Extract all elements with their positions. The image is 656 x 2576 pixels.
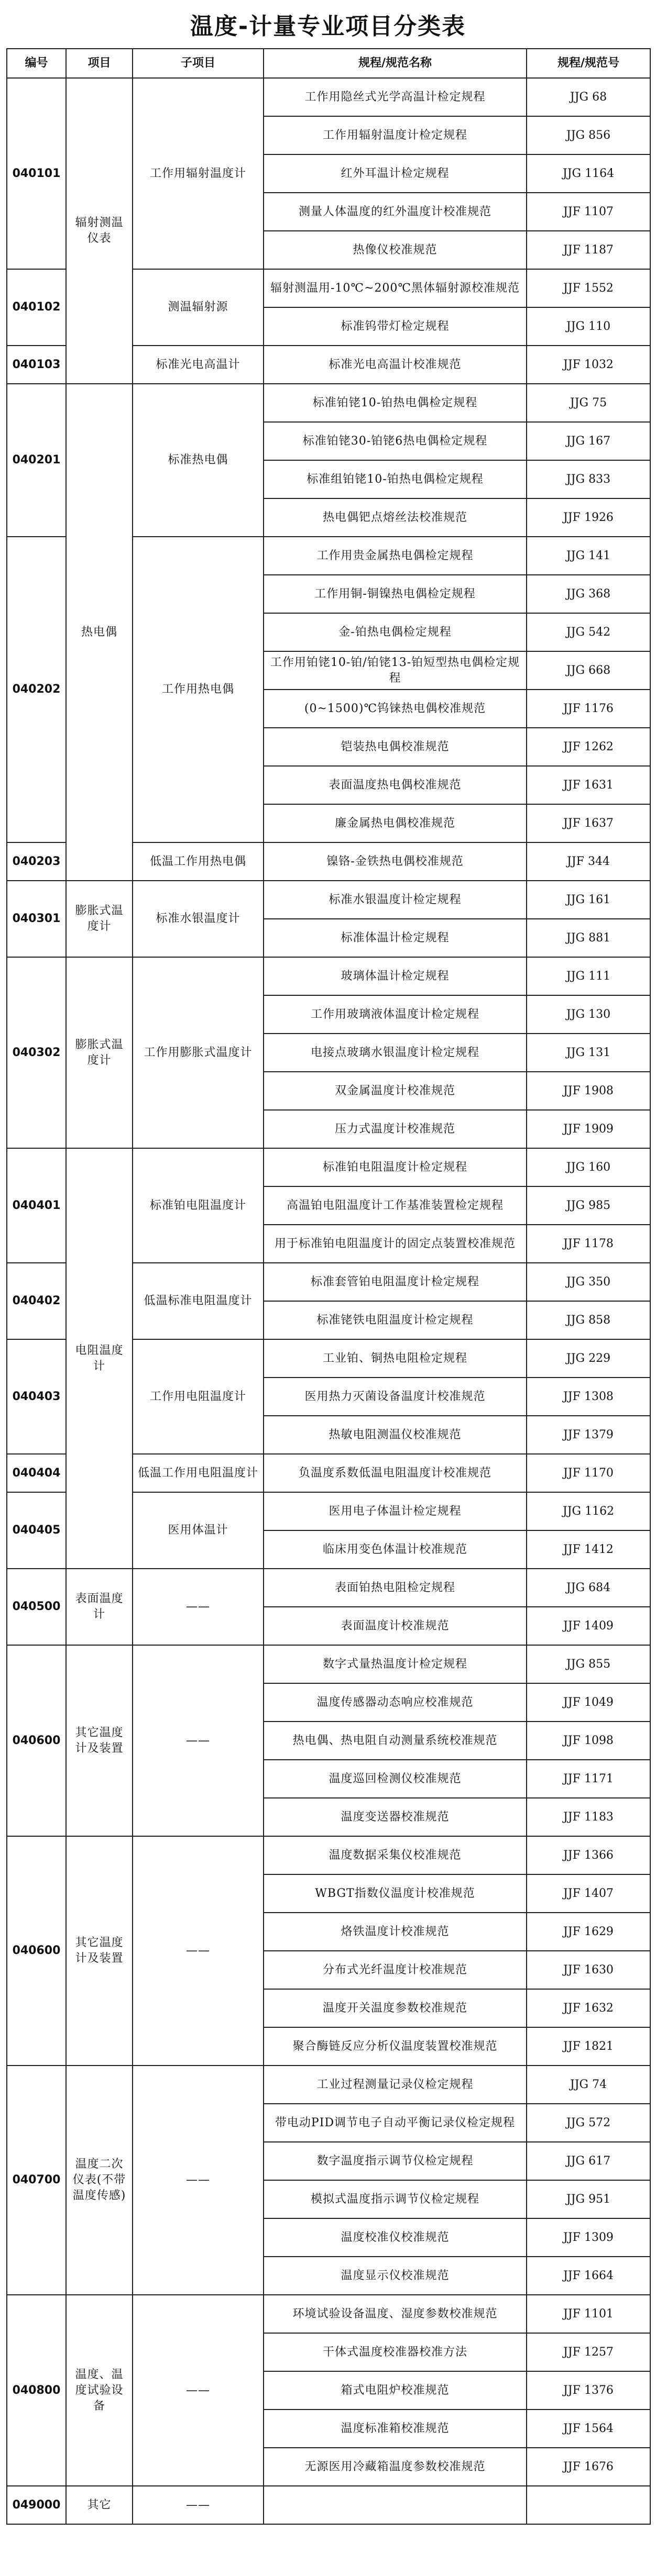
subitem-cell: 工作用辐射温度计	[133, 78, 264, 269]
name-cell: 温度显示仪校准规范	[264, 2257, 527, 2295]
subitem-cell: 低温工作用热电偶	[133, 842, 264, 881]
spec-cell: JJF 1379	[527, 1416, 650, 1454]
code-cell: 040401	[7, 1148, 66, 1263]
subitem-cell: 低温工作用电阻温度计	[133, 1454, 264, 1492]
name-cell: 工业铂、铜热电阻检定规程	[264, 1339, 527, 1378]
spec-cell: JJF 1552	[527, 269, 650, 307]
subitem-cell: ——	[133, 2295, 264, 2486]
spec-cell: JJF 1821	[527, 2027, 650, 2066]
spec-cell: JJG 160	[527, 1148, 650, 1186]
spec-cell: JJF 1564	[527, 2410, 650, 2448]
page-title: 温度-计量专业项目分类表	[190, 13, 466, 40]
spec-cell: JJG 68	[527, 78, 650, 116]
item-cell: 其它温度计及装置	[66, 1836, 133, 2066]
code-cell: 049000	[7, 2486, 66, 2524]
spec-cell: JJF 344	[527, 842, 650, 881]
spec-cell: JJG 881	[527, 919, 650, 957]
subitem-cell: 工作用电阻温度计	[133, 1339, 264, 1454]
name-cell: 廉金属热电偶校准规范	[264, 804, 527, 842]
spec-cell: JJF 1178	[527, 1225, 650, 1263]
name-cell: 表面铂热电阻检定规程	[264, 1569, 527, 1607]
name-cell: 热像仪校准规范	[264, 231, 527, 269]
name-cell: 工作用铜-铜镍热电偶检定规程	[264, 575, 527, 613]
spec-cell: JJF 1183	[527, 1798, 650, 1836]
subitem-cell: 低温标准电阻温度计	[133, 1263, 264, 1339]
table-row	[7, 1148, 650, 1186]
spec-cell: JJG 74	[527, 2066, 650, 2104]
name-cell: 环境试验设备温度、湿度参数校准规范	[264, 2295, 527, 2333]
spec-cell: JJF 1926	[527, 498, 650, 537]
name-cell: 玻璃体温计检定规程	[264, 957, 527, 995]
spec-cell: JJF 1262	[527, 728, 650, 766]
spec-cell: JJF 1098	[527, 1722, 650, 1760]
name-cell: 标准钨带灯检定规程	[264, 307, 527, 346]
name-cell: 医用电子体温计检定规程	[264, 1492, 527, 1530]
spec-cell: JJG 1164	[527, 154, 650, 193]
spec-cell: JJG 1162	[527, 1492, 650, 1530]
code-cell: 040404	[7, 1454, 66, 1492]
name-cell: 测量人体温度的红外温度计校准规范	[264, 193, 527, 231]
table-row	[7, 384, 650, 422]
item-cell: 其它温度计及装置	[66, 1645, 133, 1836]
name-cell: 表面温度计校准规范	[264, 1607, 527, 1645]
name-cell: 工作用隐丝式光学高温计检定规程	[264, 78, 527, 116]
spec-cell: JJG 368	[527, 575, 650, 613]
item-cell: 辐射测温仪表	[66, 78, 133, 384]
name-cell: 干体式温度校准器校准方法	[264, 2333, 527, 2371]
table-row	[7, 1836, 650, 1874]
item-cell: 其它	[66, 2486, 133, 2524]
table-row	[7, 78, 650, 116]
subitem-cell: 标准热电偶	[133, 384, 264, 537]
spec-cell: JJG 542	[527, 613, 650, 651]
subitem-cell: ——	[133, 1836, 264, 2066]
spec-cell: JJF 1909	[527, 1110, 650, 1148]
spec-cell: JJF 1407	[527, 1874, 650, 1913]
spec-cell: JJG 668	[527, 651, 650, 690]
subitem-cell: 医用体温计	[133, 1492, 264, 1569]
name-cell: 标准铂铑10-铂热电偶检定规程	[264, 384, 527, 422]
header-item: 项目	[66, 49, 133, 78]
name-cell: 标准体温计检定规程	[264, 919, 527, 957]
name-cell: 镍铬-金铁热电偶校准规范	[264, 842, 527, 881]
name-cell: 温度数据采集仪校准规范	[264, 1836, 527, 1874]
name-cell: 双金属温度计校准规范	[264, 1072, 527, 1110]
item-cell: 温度、温度试验设备	[66, 2295, 133, 2486]
item-cell: 电阻温度计	[66, 1148, 133, 1569]
spec-cell: JJF 1032	[527, 346, 650, 384]
name-cell: 烙铁温度计校准规范	[264, 1913, 527, 1951]
header-code: 编号	[7, 49, 66, 78]
name-cell: 温度传感器动态响应校准规范	[264, 1683, 527, 1722]
spec-cell: JJG 75	[527, 384, 650, 422]
subitem-cell: ——	[133, 2066, 264, 2295]
code-cell: 040201	[7, 384, 66, 537]
code-cell: 040402	[7, 1263, 66, 1339]
spec-cell: JJF 1676	[527, 2448, 650, 2486]
spec-cell: JJF 1376	[527, 2371, 650, 2410]
spec-cell: JJG 350	[527, 1263, 650, 1301]
name-cell: 分布式光纤温度计校准规范	[264, 1951, 527, 1989]
table-row	[7, 1645, 650, 1683]
spec-cell: JJG 130	[527, 995, 650, 1034]
name-cell: 标准铑铁电阻温度计检定规程	[264, 1301, 527, 1339]
spec-cell: JJF 1170	[527, 1454, 650, 1492]
name-cell: 聚合酶链反应分析仪温度装置校准规范	[264, 2027, 527, 2066]
spec-cell: JJG 110	[527, 307, 650, 346]
name-cell: 标准水银温度计检定规程	[264, 881, 527, 919]
spec-cell: JJG 131	[527, 1034, 650, 1072]
table-row	[7, 957, 650, 995]
spec-cell: JJG 856	[527, 116, 650, 154]
subitem-cell: 标准水银温度计	[133, 881, 264, 957]
name-cell: 箱式电阻炉校准规范	[264, 2371, 527, 2410]
header-row	[7, 49, 650, 78]
spec-cell: JJG 684	[527, 1569, 650, 1607]
name-cell: 温度变送器校准规范	[264, 1798, 527, 1836]
table-row	[7, 2486, 650, 2524]
header-subitem: 子项目	[133, 49, 264, 78]
name-cell: 带电动PID调节电子自动平衡记录仪检定规程	[264, 2104, 527, 2142]
item-cell: 热电偶	[66, 384, 133, 881]
name-cell: 工作用玻璃液体温度计检定规程	[264, 995, 527, 1034]
spec-cell: JJG 167	[527, 422, 650, 460]
spec-cell: JJF 1632	[527, 1989, 650, 2027]
name-cell: 温度校准仪校准规范	[264, 2218, 527, 2257]
code-cell: 040301	[7, 881, 66, 957]
code-cell: 040403	[7, 1339, 66, 1454]
name-cell: 临床用变色体温计校准规范	[264, 1530, 527, 1569]
spec-cell: JJF 1409	[527, 1607, 650, 1645]
name-cell: 热敏电阻测温仪校准规范	[264, 1416, 527, 1454]
name-cell: 工作用辐射温度计检定规程	[264, 116, 527, 154]
name-cell: 无源医用冷藏箱温度参数校准规范	[264, 2448, 527, 2486]
name-cell: 数字温度指示调节仪检定规程	[264, 2142, 527, 2180]
subitem-cell: 标准光电高温计	[133, 346, 264, 384]
name-cell: 温度巡回检测仪校准规范	[264, 1760, 527, 1798]
name-cell: 工业过程测量记录仪检定规程	[264, 2066, 527, 2104]
name-cell: 辐射测温用-10℃~200℃黑体辐射源校准规范	[264, 269, 527, 307]
spec-cell: JJF 1049	[527, 1683, 650, 1722]
spec-cell: JJF 1908	[527, 1072, 650, 1110]
spec-cell: JJG 617	[527, 2142, 650, 2180]
subitem-cell: 测温辐射源	[133, 269, 264, 346]
classification-table	[6, 48, 651, 2525]
name-cell: 高温铂电阻温度计工作基准装置检定规程	[264, 1186, 527, 1225]
name-cell: 温度标准箱校准规范	[264, 2410, 527, 2448]
code-cell: 040600	[7, 1645, 66, 1836]
spec-cell: JJG 858	[527, 1301, 650, 1339]
name-cell: 负温度系数低温电阻温度计校准规范	[264, 1454, 527, 1492]
spec-cell: JJF 1101	[527, 2295, 650, 2333]
table-row	[7, 2295, 650, 2333]
item-cell: 膨胀式温度计	[66, 957, 133, 1148]
name-cell: 标准组铂铑10-铂热电偶检定规程	[264, 460, 527, 498]
spec-cell: JJG 985	[527, 1186, 650, 1225]
spec-cell: JJG 111	[527, 957, 650, 995]
table-row	[7, 2066, 650, 2104]
code-cell: 040101	[7, 78, 66, 269]
name-cell: 标准铂铑30-铂铑6热电偶检定规程	[264, 422, 527, 460]
name-cell: 标准光电高温计校准规范	[264, 346, 527, 384]
spec-cell: JJG 229	[527, 1339, 650, 1378]
spec-cell: JJF 1637	[527, 804, 650, 842]
name-cell	[264, 2486, 527, 2524]
code-cell: 040600	[7, 1836, 66, 2066]
name-cell: 用于标准铂电阻温度计的固定点装置校准规范	[264, 1225, 527, 1263]
subitem-cell: 工作用膨胀式温度计	[133, 957, 264, 1148]
spec-cell: JJG 951	[527, 2180, 650, 2218]
spec-cell: JJG 572	[527, 2104, 650, 2142]
item-cell: 膨胀式温度计	[66, 881, 133, 957]
spec-cell: JJF 1257	[527, 2333, 650, 2371]
code-cell: 040203	[7, 842, 66, 881]
code-cell: 040103	[7, 346, 66, 384]
spec-cell: JJF 1309	[527, 2218, 650, 2257]
name-cell: 标准套管铂电阻温度计检定规程	[264, 1263, 527, 1301]
name-cell: 红外耳温计检定规程	[264, 154, 527, 193]
spec-cell: JJF 1187	[527, 231, 650, 269]
name-cell: 热电偶、热电阻自动测量系统校准规范	[264, 1722, 527, 1760]
subitem-cell: ——	[133, 1645, 264, 1836]
item-cell: 表面温度计	[66, 1569, 133, 1645]
spec-cell: JJG 161	[527, 881, 650, 919]
spec-cell: JJG 855	[527, 1645, 650, 1683]
name-cell: 热电偶钯点熔丝法校准规范	[264, 498, 527, 537]
spec-cell: JJF 1107	[527, 193, 650, 231]
subitem-cell: 标准铂电阻温度计	[133, 1148, 264, 1263]
table-row	[7, 881, 650, 919]
table-row	[7, 1569, 650, 1607]
code-cell: 040700	[7, 2066, 66, 2295]
item-cell: 温度二次仪表(不带温度传感)	[66, 2066, 133, 2295]
spec-cell: JJF 1171	[527, 1760, 650, 1798]
header-spec: 规程/规范号	[527, 49, 650, 78]
spec-cell: JJF 1664	[527, 2257, 650, 2295]
name-cell: 表面温度热电偶校准规范	[264, 766, 527, 804]
spec-cell: JJF 1629	[527, 1913, 650, 1951]
spec-cell: JJF 1630	[527, 1951, 650, 1989]
name-cell: 电接点玻璃水银温度计检定规程	[264, 1034, 527, 1072]
name-cell: 医用热力灭菌设备温度计校准规范	[264, 1378, 527, 1416]
code-cell: 040405	[7, 1492, 66, 1569]
name-cell: WBGT指数仪温度计校准规范	[264, 1874, 527, 1913]
name-cell: 标准铂电阻温度计检定规程	[264, 1148, 527, 1186]
spec-cell: JJF 1176	[527, 690, 650, 728]
name-cell: (0~1500)℃钨铼热电偶校准规范	[264, 690, 527, 728]
name-cell: 模拟式温度指示调节仪检定规程	[264, 2180, 527, 2218]
code-cell: 040302	[7, 957, 66, 1148]
spec-cell	[527, 2486, 650, 2524]
name-cell: 铠装热电偶校准规范	[264, 728, 527, 766]
name-cell: 工作用贵金属热电偶检定规程	[264, 537, 527, 575]
code-cell: 040202	[7, 537, 66, 842]
code-cell: 040500	[7, 1569, 66, 1645]
code-cell: 040800	[7, 2295, 66, 2486]
code-cell: 040102	[7, 269, 66, 346]
spec-cell: JJF 1631	[527, 766, 650, 804]
name-cell: 压力式温度计校准规范	[264, 1110, 527, 1148]
subitem-cell: 工作用热电偶	[133, 537, 264, 842]
name-cell: 温度开关温度参数校准规范	[264, 1989, 527, 2027]
subitem-cell: ——	[133, 1569, 264, 1645]
header-name: 规程/规范名称	[264, 49, 527, 78]
name-cell: 工作用铂铑10-铂/铂铑13-铂短型热电偶检定规程	[264, 651, 527, 690]
spec-cell: JJF 1412	[527, 1530, 650, 1569]
spec-cell: JJF 1366	[527, 1836, 650, 1874]
spec-cell: JJG 141	[527, 537, 650, 575]
subitem-cell: ——	[133, 2486, 264, 2524]
name-cell: 金-铂热电偶检定规程	[264, 613, 527, 651]
spec-cell: JJF 1308	[527, 1378, 650, 1416]
name-cell: 数字式量热温度计检定规程	[264, 1645, 527, 1683]
spec-cell: JJG 833	[527, 460, 650, 498]
